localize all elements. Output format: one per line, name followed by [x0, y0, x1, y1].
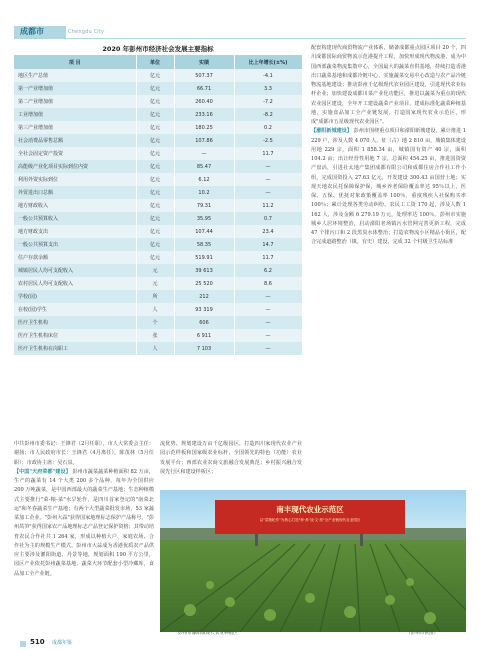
cell-value: 212	[174, 290, 234, 303]
cell-item: 学校(园)	[14, 290, 136, 303]
table-row	[14, 199, 302, 212]
cell-unit: 人	[136, 303, 174, 316]
cell-item: 城镇居民人均可支配收入	[14, 264, 136, 277]
sign-slogan: 以"菜粮轮作"为核心打造"种·养·加·文·旅"全产业链现代农业园区	[259, 518, 361, 522]
cell-item: 社会消费品零售总额	[14, 134, 136, 147]
cell-item: 高能级产业化项目实际到位内资	[14, 160, 136, 173]
cell-growth: —	[234, 329, 302, 342]
cell-unit: 亿元	[136, 238, 174, 251]
table-row	[14, 82, 302, 95]
cell-value: 66.71	[174, 82, 234, 95]
cell-value: 107.44	[174, 225, 234, 238]
paragraph: 彭州市蔬菜蔬菜种植面积 82 万亩，生产的蔬菜有 14 个大类 200 多个品种，每年为全国供应 200 万吨蔬菜，是中国西部最大的蔬菜生产基地；生态种植模式主要推行"菜-粮-菜"水旱轮作，是四川首家登记的"南菜北运"和冬春蔬菜生产基地；有两个大型蔬菜批发市场，53 家蔬菜加工企业。"彭州大蒜"获得国家地理标志保护产品称号，"彭州莴笋"获得国家农产品地理标志产品登记保护资格；其带动培育农民合作社共 1 264 家，形成以种植大户、家庭农场、合作社为主的规模生产模式。彭州市大蒜成为香港优质农产品供应主要涉及灌阳街道、丹景等地，规划面积 190 平方公里，园区产业依托彭州蔬菜基地，蔬菜大环节配套小型冷藏库，食品加工全产业链。	[14, 468, 155, 577]
cell-unit: 亿元	[136, 147, 174, 160]
cell-item: 利用外资实际到位	[14, 173, 136, 186]
cell-value: 6 911	[174, 329, 234, 342]
publication-name: 成都年鉴	[52, 640, 73, 646]
page-marker	[20, 641, 26, 647]
cell-value: 25 520	[174, 277, 234, 290]
cell-unit: 亿元	[136, 225, 174, 238]
cell-value: —	[174, 147, 234, 160]
cell-unit: 个	[136, 316, 174, 329]
section-subtitle: Chengdu City	[68, 29, 105, 35]
cell-item: 第三产业增加值	[14, 121, 136, 134]
cell-value: 606	[174, 316, 234, 329]
cell-growth: 11.2	[234, 199, 302, 212]
photo-caption: 彭州市濛阳镇现代农业种植区	[178, 631, 238, 636]
body-column-right	[311, 44, 466, 248]
table-row	[14, 290, 302, 303]
farm-photo	[160, 490, 466, 632]
cell-growth: 8.6	[234, 277, 302, 290]
table-row	[14, 342, 302, 355]
cell-unit: 亿元	[136, 82, 174, 95]
cell-unit: 亿元	[136, 173, 174, 186]
table-row	[14, 147, 302, 160]
cell-unit: 亿元	[136, 186, 174, 199]
cell-item: 在校(园)学生	[14, 303, 136, 316]
cell-growth: —	[234, 303, 302, 316]
table-row	[14, 108, 302, 121]
cell-item: 外贸进出口总额	[14, 186, 136, 199]
cell-value: 107.86	[174, 134, 234, 147]
section-title: 成都市	[20, 27, 44, 36]
cell-value: 260.40	[174, 95, 234, 108]
cell-unit: 亿元	[136, 95, 174, 108]
body-column-middle	[160, 440, 302, 477]
table-row	[14, 121, 302, 134]
cell-item: 工业增加值	[14, 108, 136, 121]
page-number: 510	[30, 638, 45, 646]
cell-unit: 人	[136, 342, 174, 355]
cell-growth: —	[234, 316, 302, 329]
table-row	[14, 303, 302, 316]
cell-unit: 元	[136, 264, 174, 277]
cell-item: 地区生产总值	[14, 69, 136, 82]
table-row	[14, 134, 302, 147]
cell-growth: -2.5	[234, 134, 302, 147]
paragraph: 配套构建现代商贸物流产业体系，储备成都重点园区项目 20 个，四川成都国际商贸物流示范港提升工程，加快形成现代物流港，成为中国西部蔬菜物流集散中心，全国最大的蔬菜直供基地，持续打造香港出口蔬菜基地和成都冷链中心，实施蔬菜交易中心改造与农产品冷链物流基地建设；推动彭州千亿级现代农业园区建设，引进现代农业标杆企业；加快建设成都川菜产业化功能区，推进以蔬菜为重点的现代农业园区建设，全年开工建设蔬菜产业项目，建成标准化蔬菜种植基地，实施食品加工全产业链发展，打造国家现代农业示范区，形成"成都市五星级现代农业园区"。	[311, 45, 466, 125]
cell-growth: -4.1	[234, 69, 302, 82]
table-row	[14, 225, 302, 238]
cell-growth: 0.2	[234, 121, 302, 134]
cell-value: 10.2	[174, 186, 234, 199]
cell-growth: —	[234, 173, 302, 186]
cell-unit: 亿元	[136, 121, 174, 134]
cell-value: 507.37	[174, 69, 234, 82]
cell-growth: 6.2	[234, 264, 302, 277]
table-row	[14, 160, 302, 173]
cell-unit: 亿元	[136, 199, 174, 212]
cell-growth: —	[234, 160, 302, 173]
section-heading: 【濛阳新城建设】	[311, 128, 352, 135]
cell-value: 180.25	[174, 121, 234, 134]
table-row	[14, 329, 302, 342]
cell-growth: 14.7	[234, 238, 302, 251]
cell-item: 第一产业增加值	[14, 82, 136, 95]
cell-unit: 亿元	[136, 134, 174, 147]
table-row	[14, 251, 302, 264]
cell-value: 519.91	[174, 251, 234, 264]
sign-title: 南丰现代农业示范区	[276, 505, 344, 514]
cell-unit: 元	[136, 277, 174, 290]
cell-growth: —	[234, 290, 302, 303]
cell-growth: 3.3	[234, 82, 302, 95]
cell-item: 全社会固定资产投资	[14, 147, 136, 160]
table-row	[14, 238, 302, 251]
cell-growth: 11.7	[234, 147, 302, 160]
table-row	[14, 264, 302, 277]
column-header-item: 项 目	[14, 55, 136, 69]
cell-growth: 11.7	[234, 251, 302, 264]
table-row	[14, 69, 302, 82]
body-column-left	[14, 440, 154, 579]
table-title: 2020 年彭州市经济社会发展主要指标	[102, 45, 214, 53]
cell-unit: 亿元	[136, 108, 174, 121]
table-row	[14, 186, 302, 199]
cell-value: 79.31	[174, 199, 234, 212]
table-header-row	[14, 55, 302, 69]
table-row	[14, 212, 302, 225]
indicators-table	[14, 55, 303, 355]
cell-item: 一般公共预算支出	[14, 238, 136, 251]
column-header-growth: 比上年增长(±%)	[234, 55, 302, 69]
cell-item: 地方财政收入	[14, 199, 136, 212]
cell-growth: 23.4	[234, 225, 302, 238]
table-row	[14, 95, 302, 108]
section-heading: 【中国"天府菜都"建设】	[14, 468, 71, 475]
cell-unit: 所	[136, 290, 174, 303]
cell-item: 农村居民人均可支配收入	[14, 277, 136, 290]
cell-unit: 亿元	[136, 251, 174, 264]
cell-unit: 张	[136, 329, 174, 342]
cell-growth: -8.2	[234, 108, 302, 121]
cell-unit: 亿元	[136, 160, 174, 173]
cell-value: 7 103	[174, 342, 234, 355]
paragraph: 彭州市围绕重点项目和濛阳新城建设，累计推进 1 229 户，涉及人数 4 070 人，征（占）地 2 810 亩，城镇集体建设用地 229 宗，面积 1 858.34 亩，城镇国有资产 40 宗，面积 104.2 亩；出让经营性用地 7 宗，总面积 454.25 亩，推进国资资产盘活，引进社太地产集团成都有限公司和成都住房合作社工作小组，完成国资投入 27.63 亿元，开发建设 300.43 亩国营土地；实现天地农民托保障保护保，城乡养老保险覆盖率达 95％以上，医保、五保、优抚对象政策覆盖率 100％，重度残疾人社保购买率 100％；累计处理各类劳动纠纷、农民工工资 170 起，涉及人数 1 162 人，涉及金额 6 279.19 万元，处理率达 100％。彭州市实施城乡人居环境整治，启动濛阳老场镇污水管网完善更新工程，完成 47 个排污口和 2 段黑臭水体整治；打造农物流小区精品小街区，配合完成道路整治（镇，有史）建设，完成 32 个村级卫生站标准	[311, 128, 466, 246]
cell-value: 58.35	[174, 238, 234, 251]
cell-growth: 0.7	[234, 212, 302, 225]
cell-value: 93 319	[174, 303, 234, 316]
table-row	[14, 277, 302, 290]
cell-item: 医疗卫生机构	[14, 316, 136, 329]
column-header-unit: 单位	[136, 55, 174, 69]
cell-item: 医疗卫生机构床位	[14, 329, 136, 342]
header-rule	[14, 38, 466, 39]
cell-item: 一般公共预算收入	[14, 212, 136, 225]
cell-growth: -7.2	[234, 95, 302, 108]
cell-item: 住户存款余额	[14, 251, 136, 264]
cell-growth: —	[234, 342, 302, 355]
photo-credit: （彭州市供图）	[406, 631, 439, 636]
cell-unit: 亿元	[136, 212, 174, 225]
intro-paragraph: 中共彭州市委书记：王锋君（2月任职），市人大常委会主任：谢扬；市人民政府市长：王锋君（4月离任），陈茂林（5月任职）；市政协主席：吴石泉。	[14, 441, 154, 466]
cell-growth: —	[234, 186, 302, 199]
cell-value: 233.16	[174, 108, 234, 121]
table-row	[14, 173, 302, 186]
cell-item: 第二产业增加值	[14, 95, 136, 108]
cell-value: 39 613	[174, 264, 234, 277]
cell-item: 地方财政支出	[14, 225, 136, 238]
cell-value: 35.95	[174, 212, 234, 225]
paragraph: 流优势、规划建设万亩千亿级园区，打造四川家现代农业产业园示范样板和国家级农业标杆，全国领先的特色（功能）农业发展平台；西部农业农商文旅融合发展典范；乡村振兴融合发展先行区和建设样板区；	[160, 441, 302, 475]
cell-value: 6.12	[174, 173, 234, 186]
cell-item: 医疗卫生机构在岗职工	[14, 342, 136, 355]
cell-unit: 亿元	[136, 69, 174, 82]
cell-value: 85.47	[174, 160, 234, 173]
table-row	[14, 316, 302, 329]
column-header-value: 实绩	[174, 55, 234, 69]
